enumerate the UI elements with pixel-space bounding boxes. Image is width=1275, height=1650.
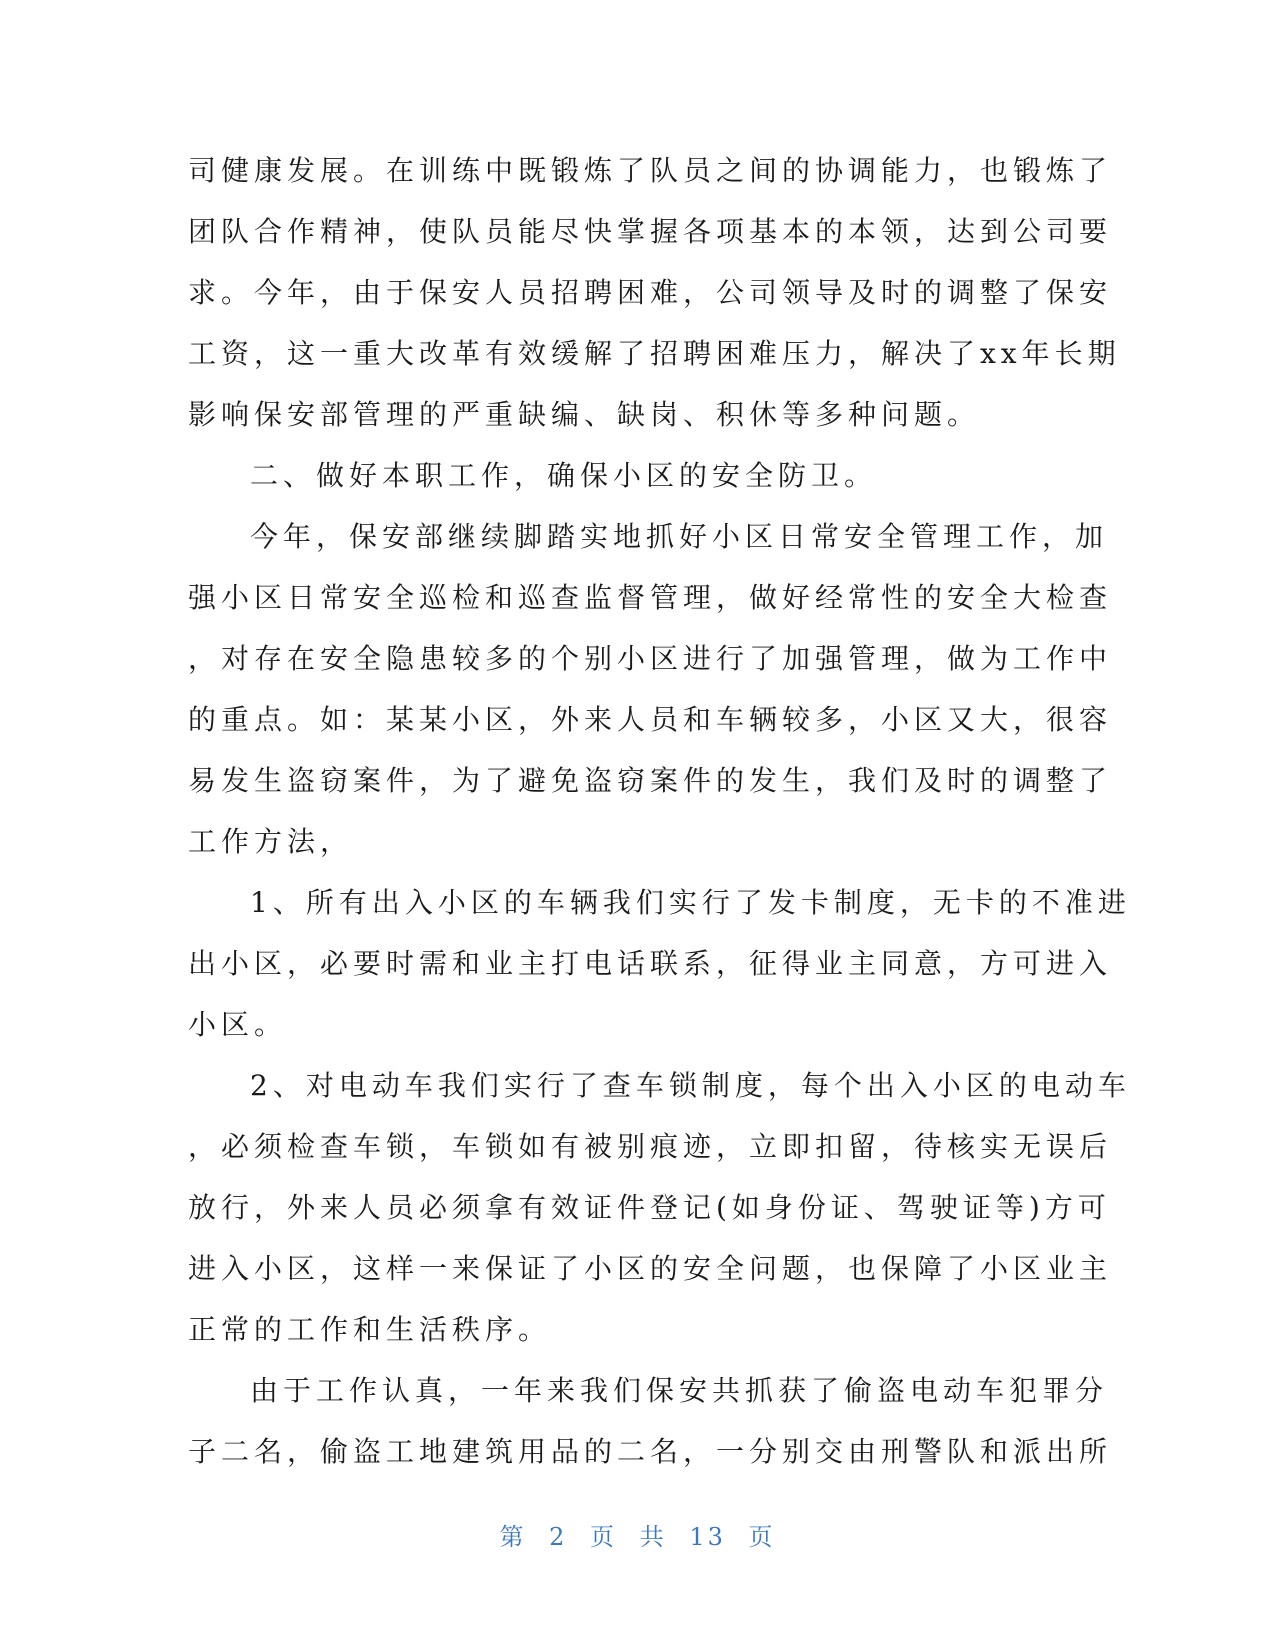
footer-total-pages: 13 [689,1523,726,1551]
footer-total-prefix: 共 [639,1523,667,1551]
text-line: 二、做好本职工作，确保小区的安全防卫。 [250,459,878,492]
text-line: ，必须检查车锁，车锁如有被别痕迹，立即扣留，待核实无误后 [188,1130,1113,1163]
page-footer [0,1517,1275,1552]
text-line: 进入小区，这样一来保证了小区的安全问题，也保障了小区业主 [188,1252,1113,1285]
text-line: 子二名，偷盗工地建筑用品的二名，一分别交由刑警队和派出所 [188,1435,1113,1468]
footer-current-page: 2 [549,1523,568,1551]
footer-total-label: 页 [748,1523,776,1551]
document-body [188,140,1131,1482]
footer-prefix: 第 [499,1523,527,1551]
text-line: 放行，外来人员必须拿有效证件登记(如身份证、驾驶证等)方可 [188,1191,1111,1224]
text-line: 求。今年，由于保安人员招聘困难，公司领导及时的调整了保安 [188,276,1113,309]
text-line: 出小区，必要时需和业主打电话联系，征得业主同意，方可进入 [188,947,1113,980]
text-line: 今年，保安部继续脚踏实地抓好小区日常安全管理工作，加 [250,520,1109,553]
text-line: 司健康发展。在训练中既锻炼了队员之间的协调能力，也锻炼了 [188,154,1113,187]
text-line: 易发生盗窃案件，为了避免盗窃案件的发生，我们及时的调整了 [188,764,1113,797]
text-line: 2、对电动车我们实行了查车锁制度，每个出入小区的电动车 [250,1069,1131,1102]
text-line: 小区。 [188,1008,288,1041]
text-line: 影响保安部管理的严重缺编、缺岗、积休等多种问题。 [188,398,981,431]
text-line: 工作方法， [188,825,354,858]
text-line: 正常的工作和生活秩序。 [188,1313,552,1346]
text-line: 1、所有出入小区的车辆我们实行了发卡制度，无卡的不准进 [250,886,1131,919]
text-line: ，对存在安全隐患较多的个别小区进行了加强管理，做为工作中 [188,642,1113,675]
text-line: 的重点。如：某某小区，外来人员和车辆较多，小区又大，很容 [188,703,1113,736]
text-line: 由于工作认真，一年来我们保安共抓获了偷盗电动车犯罪分 [250,1374,1109,1407]
text-line: 团队合作精神，使队员能尽快掌握各项基本的本领，达到公司要 [188,215,1113,248]
footer-page-label: 页 [590,1523,618,1551]
text-line: 工资，这一重大改革有效缓解了招聘困难压力，解决了xx年长期 [188,337,1121,370]
text-line: 强小区日常安全巡检和巡查监督管理，做好经常性的安全大检查 [188,581,1113,614]
